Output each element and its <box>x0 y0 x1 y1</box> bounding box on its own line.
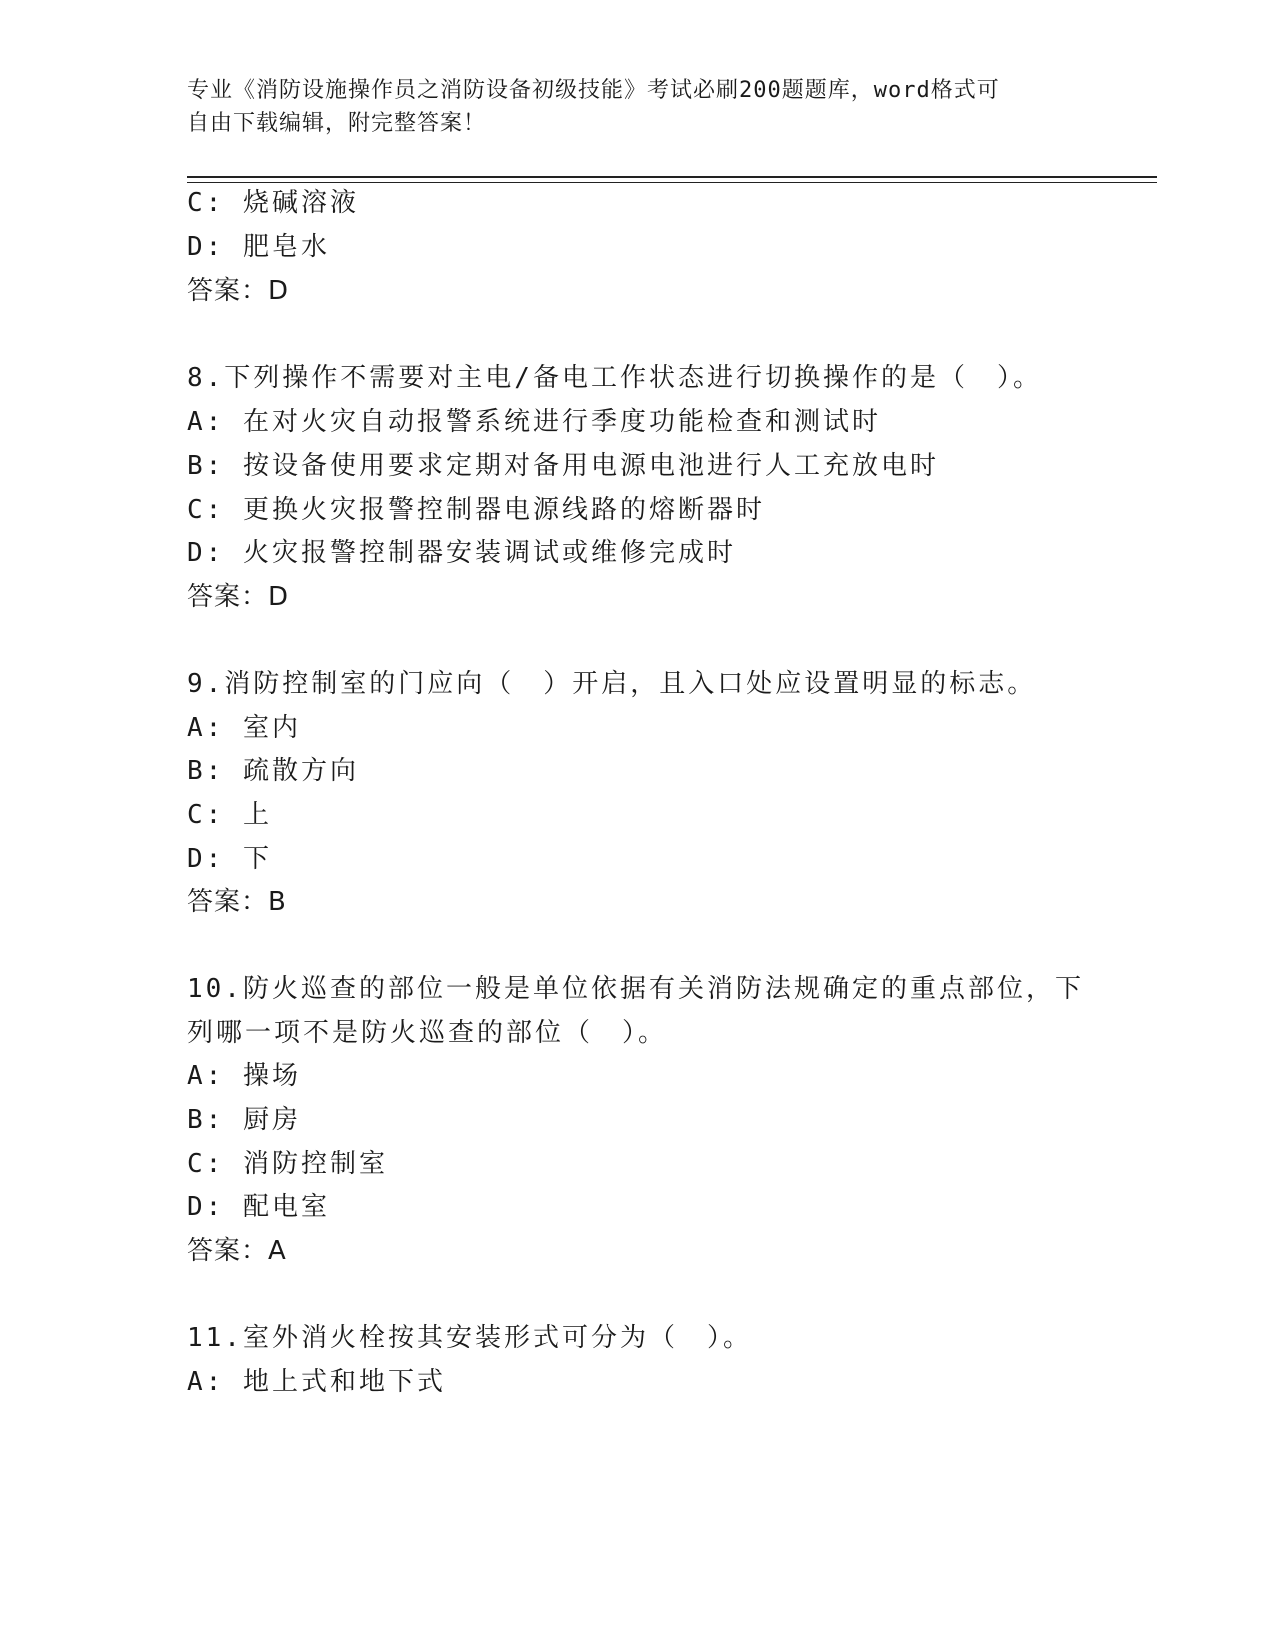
q10-stem-line-2: 列哪一项不是防火巡查的部位（ ）。 <box>187 1018 668 1048</box>
q10-option-c: C: 消防控制室 <box>187 1149 388 1179</box>
q10-stem-line-1: 10.防火巡查的部位一般是单位依据有关消防法规确定的重点部位，下 <box>187 974 1084 1004</box>
q9-stem: 9.消防控制室的门应向（ ）开启，且入口处应设置明显的标志。 <box>187 669 1037 699</box>
q11-stem: 11.室外消火栓按其安装形式可分为（ ）。 <box>187 1323 752 1353</box>
q8-option-b: B: 按设备使用要求定期对备用电源电池进行人工充放电时 <box>187 451 939 481</box>
q8-stem: 8.下列操作不需要对主电/备电工作状态进行切换操作的是（ ）。 <box>187 363 1042 393</box>
q8-answer: 答案：D <box>187 582 290 612</box>
q9-option-d: D: 下 <box>187 844 272 874</box>
prev-answer: 答案：D <box>187 276 290 306</box>
q9-option-b: B: 疏散方向 <box>187 756 359 786</box>
q8-option-c: C: 更换火灾报警控制器电源线路的熔断器时 <box>187 495 765 525</box>
prev-option-d: D: 肥皂水 <box>187 232 330 262</box>
q9-option-a: A: 室内 <box>187 713 301 743</box>
header-line-1: 专业《消防设施操作员之消防设备初级技能》考试必刷200题题库，word格式可 <box>187 78 1000 103</box>
header-divider-thin <box>187 182 1157 183</box>
q10-option-a: A: 操场 <box>187 1061 301 1091</box>
q8-option-d: D: 火灾报警控制器安装调试或维修完成时 <box>187 538 736 568</box>
q8-option-a: A: 在对火灾自动报警系统进行季度功能检查和测试时 <box>187 407 881 437</box>
document-header <box>187 74 1067 140</box>
q10-option-d: D: 配电室 <box>187 1192 330 1222</box>
q11-option-a: A: 地上式和地下式 <box>187 1367 446 1397</box>
prev-option-c: C: 烧碱溶液 <box>187 188 359 218</box>
header-line-2: 自由下载编辑，附完整答案！ <box>187 111 487 136</box>
q9-option-c: C: 上 <box>187 800 272 830</box>
header-divider-thick <box>187 176 1157 178</box>
q10-answer: 答案：A <box>187 1236 287 1266</box>
q10-option-b: B: 厨房 <box>187 1105 301 1135</box>
q9-answer: 答案：B <box>187 887 287 917</box>
